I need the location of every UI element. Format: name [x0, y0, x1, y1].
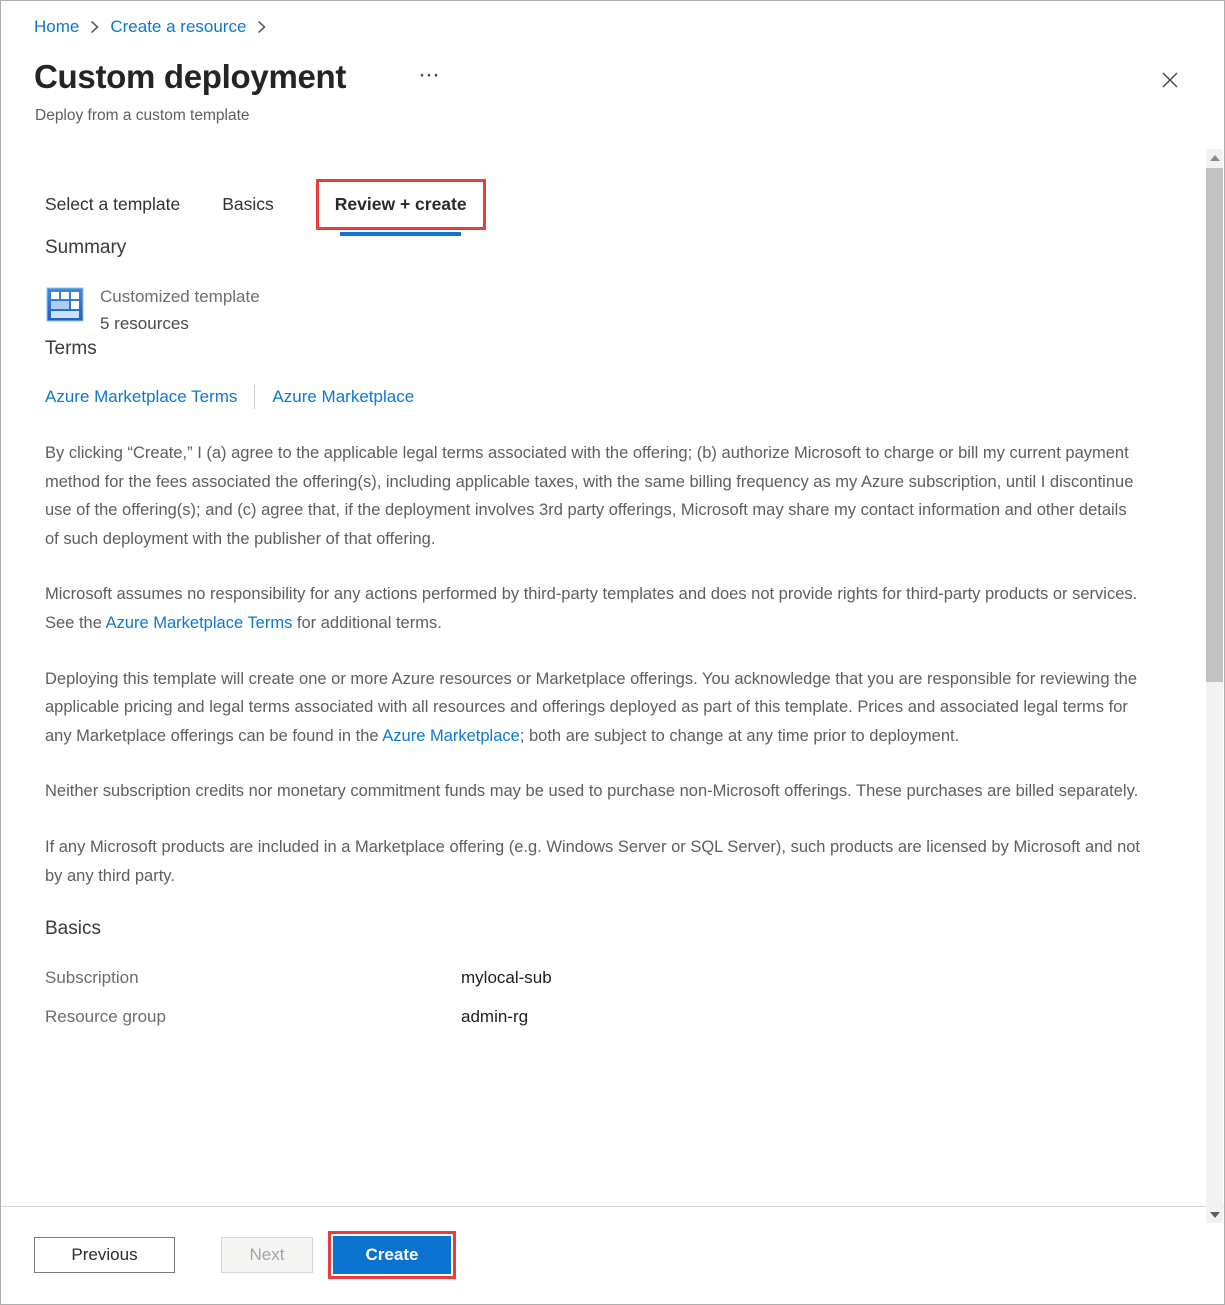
basics-row-resource-group [45, 1003, 1140, 1031]
vertical-scrollbar[interactable] [1206, 149, 1223, 1223]
breadcrumb [34, 17, 277, 37]
red-highlight-box [316, 179, 486, 230]
tab-select-a-template[interactable]: Select a template [45, 194, 181, 214]
previous-button[interactable]: Previous [34, 1237, 175, 1273]
paragraph-text: Microsoft assumes no responsibility for any actions performed by third-party templates and does not provide rights for third-party products or services. See the [45, 585, 1138, 632]
azure-marketplace-terms-inline-link[interactable]: Azure Marketplace Terms [105, 613, 293, 632]
legal-paragraph-3 [45, 665, 1140, 751]
basics-heading: Basics [45, 918, 101, 940]
resource-group-value: admin-rg [461, 1007, 529, 1027]
template-icon [45, 284, 85, 324]
tab-review-create[interactable] [316, 179, 486, 236]
breadcrumb-home-link[interactable]: Home [34, 17, 80, 36]
active-tab-underline [340, 232, 461, 236]
summary-template-name: Customized template [100, 287, 260, 306]
scrollbar-down-icon[interactable] [1206, 1206, 1223, 1223]
azure-marketplace-terms-link[interactable]: Azure Marketplace Terms [45, 387, 238, 406]
create-button[interactable]: Create [333, 1236, 451, 1274]
paragraph-text: Deploying this template will create one or more Azure resources or Marketplace offerings. You acknowledge that you are responsible for reviewing the applicable pricing and legal terms associated with all resources and offerings deployed as part of this template. Prices and associated legal terms for any Marketplace offerings can be found in the [45, 669, 1138, 745]
red-highlight-box [328, 1231, 456, 1279]
page-subtitle: Deploy from a custom template [35, 107, 250, 124]
basics-row-subscription [45, 964, 1140, 992]
breadcrumb-create-resource-link[interactable]: Create a resource [110, 17, 247, 36]
legal-paragraph-1: By clicking “Create,” I (a) agree to the applicable legal terms associated with the offering; (b) authorize Microsoft to charge or bill my current payment method for the fees associated the offering(s), including applicable taxes, with the same billing frequency as my Azure subscription, until I discontinue use of the offering(s); and (c) agree that, if the deployment involves 3rd party offerings, Microsoft may share my contact information and other details of such deployment with the publisher of that offering. [45, 444, 1134, 548]
legal-paragraph-4: Neither subscription credits nor monetary commitment funds may be used to purchase non-Microsoft offerings. These purchases are billed separately. [45, 782, 1139, 801]
breadcrumb-chevron-icon [257, 20, 266, 34]
scrollbar-thumb[interactable] [1206, 168, 1223, 682]
azure-marketplace-inline-link[interactable]: Azure Marketplace [382, 726, 520, 745]
scrollbar-up-icon[interactable] [1206, 149, 1223, 166]
breadcrumb-chevron-icon [90, 20, 99, 34]
paragraph-text: ; both are subject to change at any time prior to deployment. [519, 726, 960, 745]
subscription-label: Subscription [45, 968, 139, 988]
paragraph-text: for additional terms. [292, 613, 442, 632]
vertical-divider [254, 385, 255, 409]
summary-template-text [100, 283, 260, 337]
tab-basics[interactable]: Basics [222, 194, 274, 214]
footer-bar [1, 1206, 1224, 1304]
resource-group-label: Resource group [45, 1007, 166, 1027]
terms-heading: Terms [45, 338, 97, 359]
tab-review-create-label: Review + create [334, 194, 467, 214]
legal-paragraph-2 [45, 580, 1140, 637]
tab-bar [45, 179, 1140, 236]
azure-marketplace-link[interactable]: Azure Marketplace [272, 387, 415, 406]
more-options-icon[interactable]: ··· [418, 61, 439, 88]
terms-links [45, 385, 1140, 409]
page-title: Custom deployment [34, 58, 347, 95]
content-area [45, 149, 1140, 1208]
next-button[interactable]: Next [221, 1237, 313, 1273]
summary-template-item [45, 283, 1140, 337]
legal-paragraph-5: If any Microsoft products are included in a Marketplace offering (e.g. Windows Server or SQL Server), such products are licensed by Microsoft and not by any third party. [45, 837, 1140, 885]
close-icon[interactable] [1155, 65, 1185, 95]
summary-resource-count: 5 resources [100, 314, 189, 333]
legal-text [45, 439, 1140, 890]
subscription-value: mylocal-sub [461, 968, 552, 988]
summary-heading: Summary [45, 237, 127, 258]
